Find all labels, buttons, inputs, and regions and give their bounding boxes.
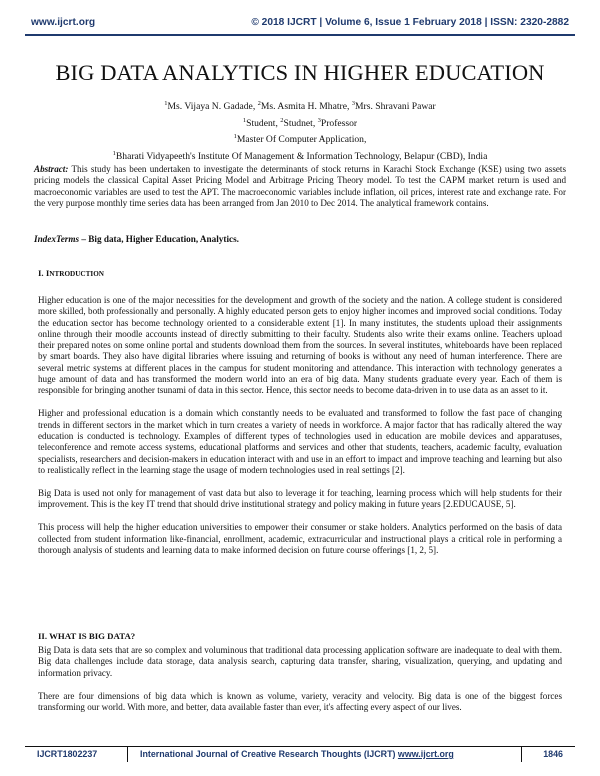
section-heading-introduction: I. INTRODUCTION: [38, 268, 104, 278]
footer-separator: [127, 746, 128, 762]
journal-name: International Journal of Creative Research Thoughts (IJCRT) www.ijcrt.org: [140, 749, 454, 759]
author-roles: $^1$Student, $^2$Studnet, $^3$Professor: [242, 116, 358, 129]
paragraph: There are four dimensions of big data which is known as volume, variety, veracity and velocity. Big data is one of the biggest forces transforming our world. With more, and better, data available faster than ever, it's affecting every aspect of our lives.: [38, 690, 562, 712]
journal-link[interactable]: www.ijcrt.org: [397, 749, 454, 759]
author-program: $^1$Master Of Computer Application,: [233, 133, 367, 146]
page-header: [25, 10, 575, 36]
footer-divider: [25, 746, 575, 747]
index-terms: [34, 234, 239, 244]
header-divider: [25, 34, 575, 36]
author-block: [0, 97, 600, 163]
index-terms-label: IndexTerms: [34, 234, 80, 244]
footer-separator: [521, 746, 522, 762]
paragraph: This process will help the higher education universities to empower their consumer or stake holders. Analytics performed on the basis of data collected from student information like-financial, enrollment, academic, extracurricular and instructional plays a critical role in performing a thorough analysis of students and learning data to make informed decision on future course offerings [1, 2, 5].: [38, 522, 562, 556]
page-number: 1846: [543, 749, 563, 759]
section-introduction: [38, 295, 562, 568]
citation-info: © 2018 IJCRT | Volume 6, Issue 1 February 2018 | ISSN: 2320-2882: [251, 17, 569, 28]
author-institute: $^1$Bharati Vidyapeeth's Institute Of Management & Information Technology, Belapur (CBD), India: [112, 149, 488, 162]
paragraph: Big Data is data sets that are so complex and voluminous that traditional data processing application software are inadequate to deal with them. Big data challenges include data storage, data analysis search, capturing data transfer, sharing, visualization, querying, and updating and information privacy.: [38, 645, 562, 678]
section-big-data: [38, 645, 562, 725]
paragraph: Higher and professional education is a domain which constantly needs to be evaluated and transformed to follow the fast pace of changing trends in different sectors in the market which in turn creates a variety of needs in workforce. A major factor that has radically altered the way education is conducted is technology. Examples of different types of technologies used in education are mobile devices and apparatuses, teleconference and remote access systems, educational platforms and services and other that students, teachers, academic faculty, evaluation specialists, researchers and decision-makers in education interact with and use in an effort to impact and improve teaching and learning but also to realistically reflect in the learning stage the usage of modern technologies used in real settings [2].: [38, 408, 562, 475]
index-terms-text: – Big data, Higher Education, Analytics.: [79, 234, 239, 244]
paper-id: IJCRT1802237: [37, 749, 98, 759]
section-heading-big-data: II. WHAT IS BIG DATA?: [38, 631, 136, 641]
paragraph: Higher education is one of the major necessities for the development and growth of the society and the nation. A college student is considered more skilled, both professionally and personally. A highly educated person gets to enjoy higher incomes and improved social conditions. Today the education sector has become technology oriented to a considerable extent [1]. In many institutes, the students upload their assignments online through their moodle accounts instead of directly submitting to their faculty. Students also write their exams online. Teachers upload their prepared notes on some online portal and students download them from the sources. In several institutes, whiteboards have been replaced by smart boards. They also have digital libraries where issuing and returning of books is without any need of human interference. There are several metric systems at different places in the campus for student monitoring and attendance. This interaction with technology generates a huge amount of data and has transformed the modern world into an era of big data. Many students graduate every year. Each of them is responsible for bringing another tsunami of data in this sector. Hence, this sector needs to become data-driven in to use data as an asset to it.: [38, 295, 562, 396]
abstract-label: Abstract:: [34, 164, 69, 174]
author-names: $^1$Ms. Vijaya N. Gadade, $^2$Ms. Asmita H. Mhatre, $^3$Mrs. Shravani Pawar: [164, 100, 436, 113]
paragraph: Big Data is used not only for management of vast data but also to leverage it for teaching, learning process which will help students for their improvement. This is the key IT trend that should drive institutional strategy and policy making in future years [2.EDUCAUSE, 5].: [38, 488, 562, 510]
journal-site[interactable]: www.ijcrt.org: [31, 17, 96, 28]
abstract-text: This study has been undertaken to investigate the determinants of stock returns in Karachi Stock Exchange (KSE) using two assets pricing models the classical Capital Asset Pricing Model and Arbitrage Pricing Theory model. To test the CAPM market return is used and macroeconomic variables are used to test the APT. The macroeconomic variables include inflation, oil prices, interest rate and exchange rate. For the very purpose monthly time series data has been arranged from Jan 2010 to Dec 2014. The analytical framework contains.: [34, 164, 566, 208]
abstract: [34, 164, 566, 209]
paper-title: BIG DATA ANALYTICS IN HIGHER EDUCATION: [55, 60, 545, 85]
